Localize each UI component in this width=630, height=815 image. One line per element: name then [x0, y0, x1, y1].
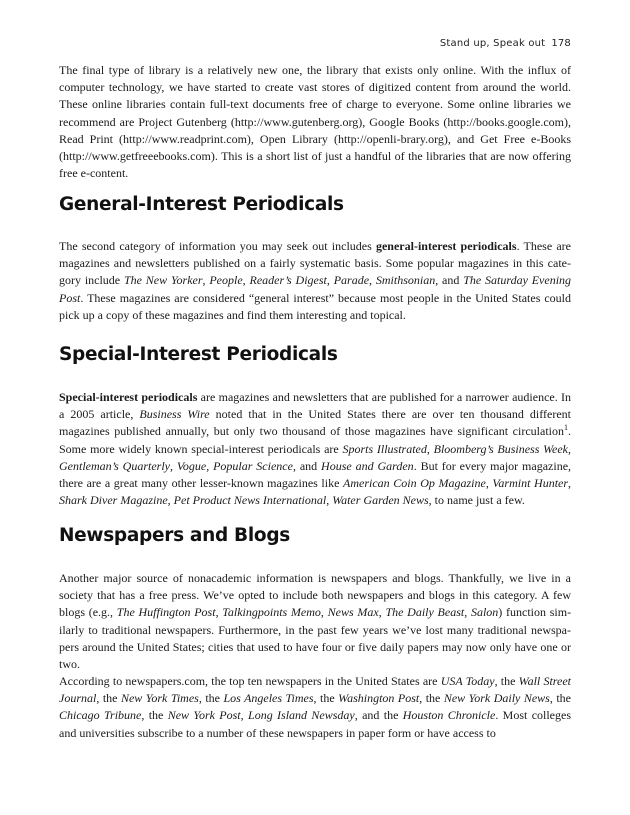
paragraph-text: The final type of library is a relatively new one, the library that exists only online. With the influx of computer technology, we have started to create vast stores of digitized content from around the world. These online libraries contain full-text documents free of charge to everyone. Some online libraries we recommend are Project Gutenberg (http://www.gutenberg.org), Google Books (http://books.google.com), Read Print (http://www.readprint.com), Open Library (http://openli-brary.org), and Get Free e-Books (http://www.getfreeebooks.com). This is a short list of just a handful of the libraries that are now offering free e-content.	[59, 63, 571, 181]
section-heading-newspapers-blogs	[59, 525, 571, 546]
paragraph-text: According to newspapers.com, the top ten newspapers in the United States are USA Today, the Wall Street Journal, the New York Times, the Los Angeles Times, the Washington Post, the New York Daily News, the Chicago Tribune, the New York Post, Long Island Newsday, and the Houston Chronicle. Most colleges and universities subscribe to a number of these newspapers in paper form or have access to	[59, 674, 572, 740]
special-interest-paragraph	[59, 389, 571, 509]
paragraph-text: The second category of information you may seek out includes general-interest periodicals. These are magazines and newsletters published on a fairly systematic basis. Some popular magazines in this cate-gory include The New Yorker, People, Reader’s Digest, Parade, Smithsonian, and The Saturday Evening Post. These magazines are considered “general interest” because most people in the United States could pick up a copy of these magazines and find them interesting and topical.	[59, 239, 572, 322]
section-heading: General-Interest Periodicals	[59, 194, 344, 215]
footnote-marker: 1	[564, 423, 568, 433]
running-title: Stand up, Speak out	[439, 38, 546, 49]
page-number: 178	[551, 38, 571, 49]
newspapers-paragraph-1	[59, 570, 571, 673]
online-library-paragraph	[59, 62, 571, 182]
section-heading: Newspapers and Blogs	[59, 525, 290, 546]
section-heading-special-interest	[59, 344, 571, 365]
key-term: general-interest periodicals	[375, 239, 517, 253]
general-interest-paragraph	[59, 238, 571, 324]
key-term: Special-interest periodicals	[59, 390, 198, 404]
running-header	[440, 38, 571, 49]
section-heading-general-interest	[59, 194, 571, 215]
paragraph-text: Special-interest periodicals are magazines and newsletters that are published for a narrower audience. In a 2005 article, Business Wire noted that in the United States there are over ten thousand different magazines published annually, but only two thousand of those magazines have significant circulation$^1$. Some more widely known special-interest periodicals are Sports Illustrated, Bloomberg’s Business Week, Gentleman’s Quarterly, Vogue, Popular Science, and House and Garden. But for every major magazine, there are a great many other lesser-known magazines like American Coin Op Magazine, Varmint Hunter, Shark Diver Magazine, Pet Product News International, Water Garden News, to name just a few.	[59, 390, 572, 508]
section-heading: Special-Interest Periodicals	[59, 344, 338, 365]
paragraph-text: Another major source of nonacademic information is newspapers and blogs. Thankfully, we live in a society that has a free press. We’ve opted to include both newspapers and blogs in this category. A few blogs (e.g., The Huffington Post, Talkingpoints Memo, News Max, The Daily Beast, Salon) function sim-ilarly to traditional newspapers. Furthermore, in the past few years we’ve lost many traditional newspa-pers around the United States; cities that used to have four or five daily papers may now only have one or two.	[59, 571, 572, 672]
newspapers-paragraph-2	[59, 673, 571, 742]
